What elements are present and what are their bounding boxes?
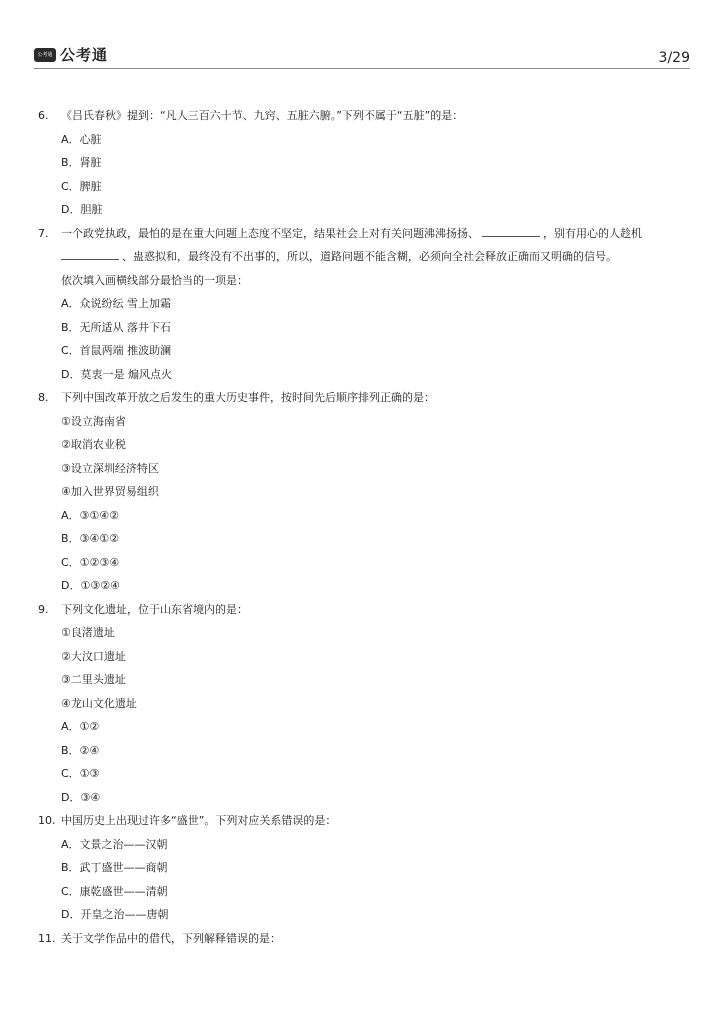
logo-text: 公考通 — [60, 46, 109, 64]
logo-icon: 公考通 — [34, 48, 56, 62]
option: C．首鼠两端 推波助澜 — [61, 344, 172, 357]
list-item: ①良渚遗址 — [61, 626, 115, 639]
list-item: ②取消农业税 — [61, 438, 126, 451]
question-stem: 中国历史上出现过许多“盛世”。下列对应关系错误的是： — [61, 814, 337, 827]
list-item: ③设立深圳经济特区 — [61, 461, 159, 475]
question-number: 7. — [38, 226, 49, 240]
question-number: 8. — [38, 391, 49, 404]
list-item: ②大汶口遗址 — [61, 649, 126, 663]
option: A．③①④② — [61, 508, 119, 522]
option: C．①②③④ — [61, 555, 120, 569]
list-item: ④加入世界贸易组织 — [61, 485, 159, 498]
option: D．胆脏 — [61, 203, 103, 216]
question-number: 9. — [38, 602, 49, 616]
option: D．③④ — [61, 790, 101, 804]
question-stem-part: ，别有用心的人趁机 — [543, 226, 642, 240]
fill-blank — [61, 250, 119, 260]
list-item: ④龙山文化遗址 — [61, 696, 137, 710]
question-8 — [38, 386, 688, 410]
fill-blank — [482, 227, 540, 237]
option: A．众说纷纭 雪上加霜 — [61, 297, 172, 310]
question-stem-part: 一个政党执政，最怕的是在重大问题上态度不坚定，结果社会上对有关问题沸沸扬扬、 — [61, 226, 479, 240]
question-10 — [38, 809, 688, 833]
option: B．肾脏 — [61, 156, 102, 169]
option: B．武丁盛世——商朝 — [61, 861, 168, 874]
question-number: 6. — [38, 109, 49, 122]
question-stem-continued — [38, 245, 688, 269]
question-stem-part: 、蛊惑拟和，最终没有不出事的，所以，道路问题不能含糊，必须向全社会释放正确而又明确的信号。 — [122, 250, 617, 263]
option: A．文景之治——汉朝 — [61, 837, 168, 851]
list-item: ③二里头遗址 — [61, 673, 126, 686]
option: C．康乾盛世——清朝 — [61, 884, 168, 898]
question-stem: 《吕氏春秋》提到：“凡人三百六十节、九窍、五脏六腑。”下列不属于“五脏”的是： — [61, 109, 464, 122]
question-stem — [61, 222, 642, 246]
question-6 — [38, 104, 688, 128]
question-stem: 关于文学作品中的借代，下列解释错误的是： — [61, 931, 281, 945]
option: B．无所适从 落井下石 — [61, 320, 172, 334]
question-9 — [38, 598, 688, 622]
question-list — [38, 104, 688, 950]
question-7 — [38, 222, 688, 246]
option: C．①③ — [61, 767, 100, 780]
question-11 — [38, 927, 688, 951]
question-number: 10. — [38, 814, 56, 827]
list-item: ①设立海南省 — [61, 414, 126, 428]
option: D．开皇之治——唐朝 — [61, 908, 169, 921]
option: C．脾脏 — [61, 179, 102, 193]
question-number: 11. — [38, 931, 56, 945]
question-stem: 下列中国改革开放之后发生的重大历史事件，按时间先后顺序排列正确的是： — [61, 391, 435, 404]
page-number: 3/29 — [658, 50, 690, 66]
option: B．②④ — [61, 743, 100, 757]
logo — [34, 44, 108, 65]
page-header — [34, 40, 690, 69]
option: A．心脏 — [61, 132, 102, 146]
question-instruction: 依次填入画横线部分最恰当的一项是： — [61, 273, 248, 287]
question-stem: 下列文化遗址，位于山东省境内的是： — [61, 602, 248, 616]
option: A．①② — [61, 720, 100, 733]
option: D．①③②④ — [61, 579, 120, 592]
option: B．③④①② — [61, 532, 119, 545]
option: D．莫衷一是 煽风点火 — [61, 367, 172, 381]
